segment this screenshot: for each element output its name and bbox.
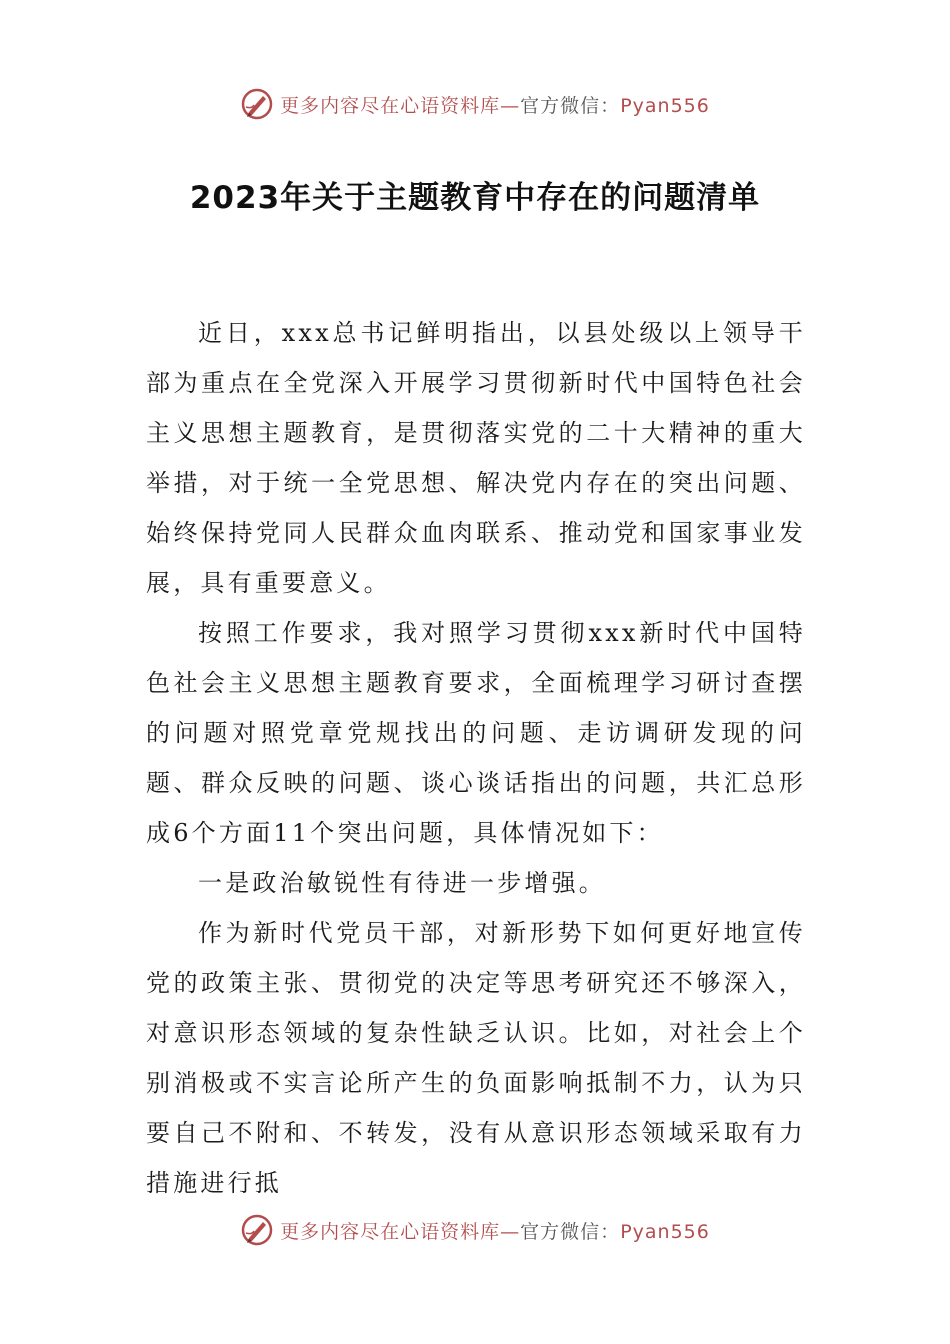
watermark-wechat-label: 官方微信： [520,1220,621,1243]
watermark-wechat-id: Pyan556 [620,94,710,117]
watermark-wechat-label: 官方微信： [520,94,621,117]
watermark-brand: 更多内容尽在心语资料库 [280,94,501,117]
watermark-separator: — [500,1220,521,1243]
paragraph-2: 按照工作要求，我对照学习贯彻xxx新时代中国特色社会主义思想主题教育要求，全面梳理学习研讨查摆的问题对照党章党规找出的问题、走访调研发现的问题、群众反映的问题、谈心谈话指出的问题，共汇总形成6个方面11个突出问题，具体情况如下： [146,619,806,847]
paragraph-4: 作为新时代党员干部，对新形势下如何更好地宣传党的政策主张、贯彻党的决定等思考研究还不够深入，对意识形态领域的复杂性缺乏认识。比如，对社会上个别消极或不实言论所产生的负面影响抵制不力，认为只要自己不附和、不转发，没有从意识形态领域采取有力措施进行抵 [146,919,806,1197]
watermark-separator: — [500,94,521,117]
watermark-text [280,91,710,118]
watermark-brand: 更多内容尽在心语资料库 [280,1220,501,1243]
document-body [146,308,806,1208]
watermark-text [280,1217,710,1244]
watermark-banner-top [0,82,950,126]
watermark-wechat-id: Pyan556 [620,1220,710,1243]
pen-logo-icon [240,87,274,121]
watermark-banner-bottom [0,1208,950,1252]
document-title: 2023年关于主题教育中存在的问题清单 [189,180,761,216]
paragraph-3: 一是政治敏锐性有待进一步增强。 [198,869,606,897]
paragraph-1: 近日，xxx总书记鲜明指出，以县处级以上领导干部为重点在全党深入开展学习贯彻新时代中国特色社会主义思想主题教育，是贯彻落实党的二十大精神的重大举措，对于统一全党思想、解决党内存在的突出问题、始终保持党同人民群众血肉联系、推动党和国家事业发展，具有重要意义。 [146,319,806,597]
pen-logo-icon [240,1213,274,1247]
